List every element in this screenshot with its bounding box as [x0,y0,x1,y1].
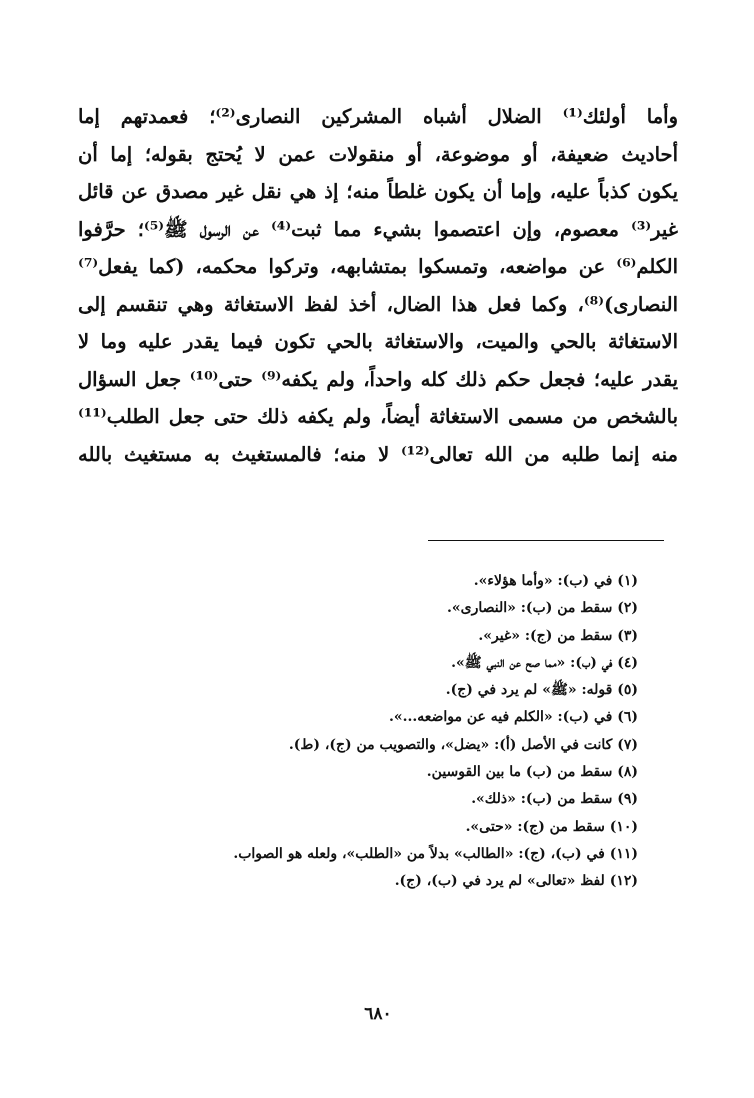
footnote: (٩) سقط من (ب): «ذلك». [471,791,638,808]
footnote: (٤) في (ب): «مما صح عن النبي ﷺ». [451,654,638,671]
text-line: النصارى)⁽⁸⁾، وكما فعل هذا الضال، أخذ لفظ الاستغاثة وهي تنقسم إلى [78,292,678,316]
footnote: (١١) في (ب)، (ج): «الطالب» بدلاً من «الطلب»، ولعله هو الصواب. [233,845,638,862]
footnote: (١٠) سقط من (ج): «حتى». [465,818,638,835]
footnote: (١٢) لفظ «تعالى» لم يرد في (ب)، (ج). [394,873,638,890]
main-text [78,98,678,473]
footnote-separator [428,540,664,541]
footnote: (٢) سقط من (ب): «النصارى». [446,600,638,617]
footnote: (١) في (ب): «وأما هؤلاء». [473,573,638,589]
footnote: (٨) سقط من (ب) ما بين القوسين. [426,764,638,781]
footnote: (٦) في (ب): «الكلم فيه عن مواضعه...». [388,709,638,726]
text-line: يكون كذباً عليه، وإما أن يكون غلطاً منه؛ إذ هي نقل غير مصدق عن قائل [78,180,678,203]
text-line: منه إنما طلبه من الله تعالى⁽¹²⁾ لا منه؛ فالمستغيث به مستغيث بالله [78,442,678,466]
footnote: (٣) سقط من (ج): «غير». [478,627,638,644]
text-line: غير⁽³⁾ معصوم، وإن اعتصموا بشيء مما ثبت⁽⁴⁾ عن الرسول ﷺ⁽⁵⁾؛ حرَّفوا [78,217,678,241]
text-line: يقدر عليه؛ فجعل حكم ذلك كله واحداً، ولم يكفه⁽⁹⁾ حتى⁽¹⁰⁾ جعل السؤال [78,367,678,391]
text-line: أحاديث ضعيفة، أو موضوعة، أو منقولات عمن لا يُحتج بقوله؛ إما أن [78,142,678,166]
footnote: (٥) قوله: «ﷺ» لم يرد في (ج). [445,682,638,699]
text-line: وأما أولئك⁽¹⁾ الضلال أشباه المشركين النصارى⁽²⁾؛ فعمدتهم إما [78,105,678,128]
text-line: الكلم⁽⁶⁾ عن مواضعه، وتمسكوا بمتشابهه، وتركوا محكمه، (كما يفعل⁽⁷⁾ [78,255,678,278]
page-number: ٦٨٠ [364,1004,392,1024]
footnotes [160,568,638,896]
text-line: الاستغاثة بالحي والميت، والاستغاثة بالحي تكون فيما يقدر عليه وما لا [78,330,678,353]
footnote: (٧) كانت في الأصل (أ): «يضل»، والتصويب من (ج)، (ط). [288,736,638,753]
text-line: بالشخص من مسمى الاستغاثة أيضاً، ولم يكفه ذلك حتى جعل الطلب⁽¹¹⁾ [78,405,678,428]
